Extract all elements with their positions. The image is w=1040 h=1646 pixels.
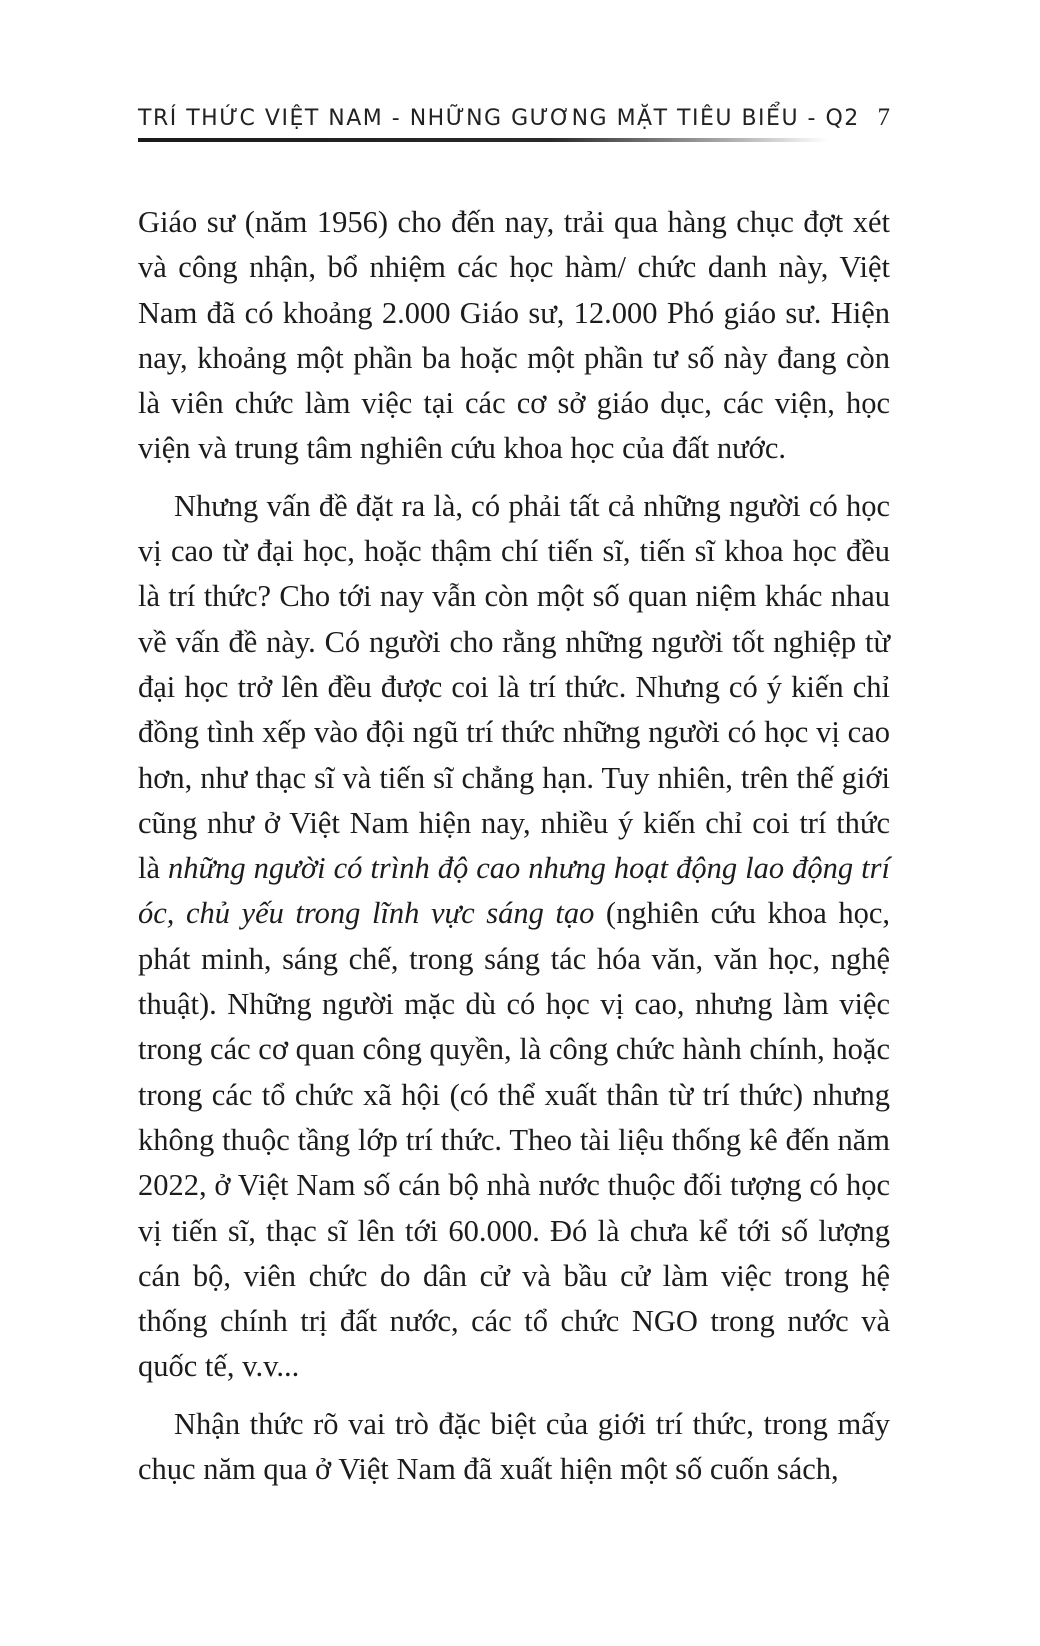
page-number: 7 — [877, 104, 890, 131]
paragraph-2-text-end: (nghiên cứu khoa học, phát minh, sáng chế, trong sáng tác hóa văn, văn học, nghệ thuật). Những người mặc dù có học vị cao, nhưng làm việc trong các cơ quan công quyền, là công chức hành chính, hoặc trong các tổ chức xã hội (có thể xuất thân từ trí thức) nhưng không thuộc tầng lớp trí thức. Theo tài liệu thống kê đến năm 2022, ở Việt Nam số cán bộ nhà nước thuộc đối tượng có học vị tiến sĩ, thạc sĩ lên tới 60.000. Đó là chưa kể tới số lượng cán bộ, viên chức do dân cử và bầu cử làm việc trong hệ thống chính trị đất nước, các tổ chức NGO trong nước và quốc tế, v.v... — [138, 896, 890, 1384]
header-title: TRÍ THỨC VIỆT NAM - NHỮNG GƯƠNG MẶT TIÊU BIỂU - Q2 — [138, 106, 860, 131]
paragraph-3: Nhận thức rõ vai trò đặc biệt của giới trí thức, trong mấy chục năm qua ở Việt Nam đã xuất hiện một số cuốn sách, — [138, 1406, 890, 1487]
header-rule — [138, 138, 828, 142]
body-text — [138, 200, 890, 1492]
paragraph-2 — [138, 484, 890, 1390]
paragraph-1: Giáo sư (năm 1956) cho đến nay, trải qua hàng chục đợt xét và công nhận, bổ nhiệm các học hàm/ chức danh này, Việt Nam đã có khoảng 2.000 Giáo sư, 12.000 Phó giáo sư. Hiện nay, khoảng một phần ba hoặc một phần tư số này đang còn là viên chức làm việc tại các cơ sở giáo dục, các viện, học viện và trung tâm nghiên cứu khoa học của đất nước. — [138, 205, 890, 466]
paragraph-2-text-start: Nhưng vấn đề đặt ra là, có phải tất cả những người có học vị cao từ đại học, hoặc thậm chí tiến sĩ, tiến sĩ khoa học đều là trí thức? Cho tới nay vẫn còn một số quan niệm khác nhau về vấn đề này. Có người cho rằng những người tốt nghiệp từ đại học trở lên đều được coi là trí thức. Nhưng có ý kiến chỉ đồng tình xếp vào đội ngũ trí thức những người có học vị cao hơn, như thạc sĩ và tiến sĩ chẳng hạn. Tuy nhiên, trên thế giới cũng như ở Việt Nam hiện nay, nhiều ý kiến chỉ coi trí thức là — [138, 488, 890, 886]
paragraph-2-italic: những người có trình độ cao nhưng hoạt động lao động trí óc, chủ yếu trong lĩnh vực sáng tạo — [138, 851, 890, 931]
